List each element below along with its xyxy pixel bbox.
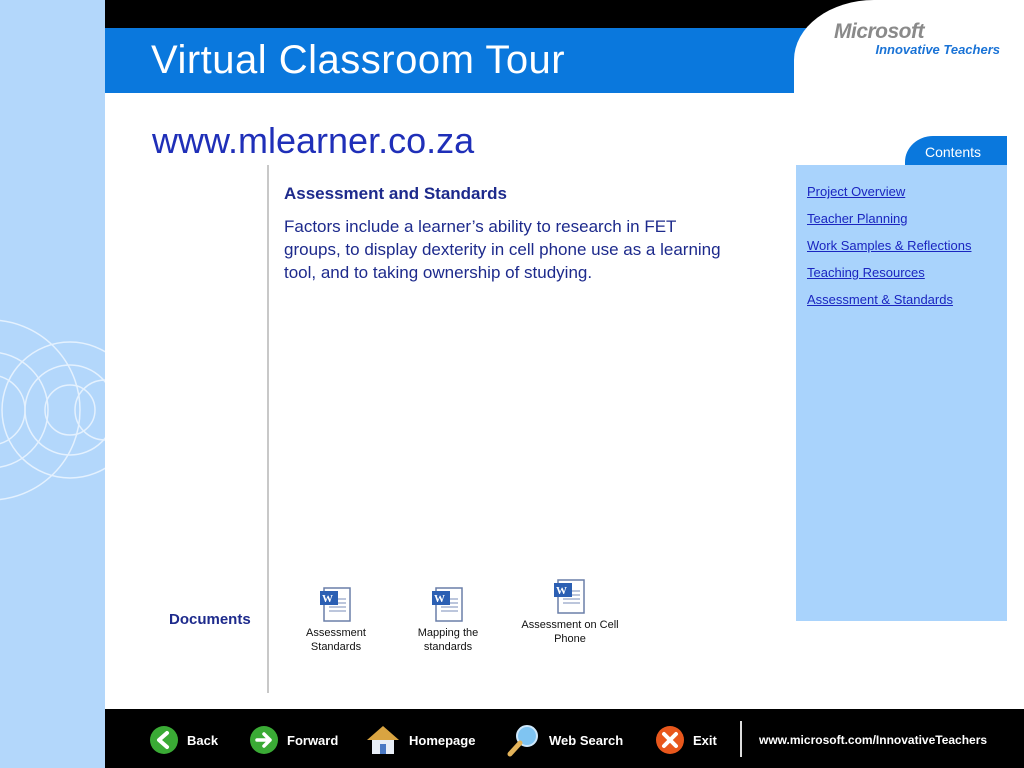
vertical-divider [267,165,269,693]
footer-nav-bar [105,709,1024,768]
forward-button[interactable] [249,724,338,756]
section-heading: Assessment and Standards [284,184,507,203]
close-x-icon [655,725,685,755]
contents-tab-label: Contents [925,144,982,160]
concentric-circles-decoration [0,0,105,768]
contents-link-list [807,183,972,318]
footer-separator [740,721,742,757]
back-arrow-icon [149,725,179,755]
site-url-heading: www.mlearner.co.za [152,120,475,161]
word-document-icon [552,577,588,615]
contents-link-work-samples[interactable]: Work Samples & Reflections [807,238,972,253]
home-icon [365,724,401,756]
contents-link-teaching-resources[interactable]: Teaching Resources [807,265,925,280]
homepage-button[interactable] [365,724,475,756]
contents-link-teacher-planning[interactable]: Teacher Planning [807,211,908,226]
homepage-button-label: Homepage [409,732,476,748]
left-decorative-panel [0,0,105,768]
footer-url-link[interactable]: www.microsoft.com/InnovativeTeachers [759,733,988,747]
document-label-line1: Assessment [306,627,366,639]
web-search-button[interactable] [507,724,623,756]
microsoft-logo: Microsoft [834,20,924,43]
document-link-assessment-cell-phone[interactable] [510,577,630,646]
document-link-mapping-standards[interactable] [388,585,508,654]
page-title: Virtual Classroom Tour [151,38,566,82]
contents-link-project-overview[interactable]: Project Overview [807,184,906,199]
svg-text:W: W [556,585,567,597]
innovative-teachers-logo: Innovative Teachers [875,42,1000,57]
exit-button-label: Exit [693,732,717,748]
microsoft-logo-tab [794,0,1024,93]
back-button[interactable] [149,724,218,756]
section-body-text: Factors include a learner’s ability to research in FET groups, to display dexterity in cell phone use as a learning tool, and to taking ownership of studying. [284,217,721,282]
contents-panel [796,165,1007,621]
document-link-assessment-standards[interactable] [276,585,396,654]
header-banner [105,20,1024,93]
word-document-icon [430,585,466,623]
forward-button-label: Forward [287,732,339,748]
document-label-line1: Assessment on Cell [521,619,619,631]
documents-label: Documents [169,611,251,628]
exit-button[interactable] [655,724,717,756]
contents-tab [905,136,1007,165]
contents-link-assessment-standards[interactable]: Assessment & Standards [807,292,953,307]
document-label-line2: Phone [554,633,586,645]
word-document-icon [318,585,354,623]
svg-text:W: W [434,593,445,605]
document-label-line1: Mapping the [417,627,479,639]
magnifier-icon [507,723,541,757]
forward-arrow-icon [249,725,279,755]
web-search-button-label: Web Search [549,732,624,748]
back-button-label: Back [187,732,219,748]
document-label-line2: Standards [310,641,362,653]
document-label-line2: standards [423,641,473,653]
svg-text:W: W [322,593,333,605]
